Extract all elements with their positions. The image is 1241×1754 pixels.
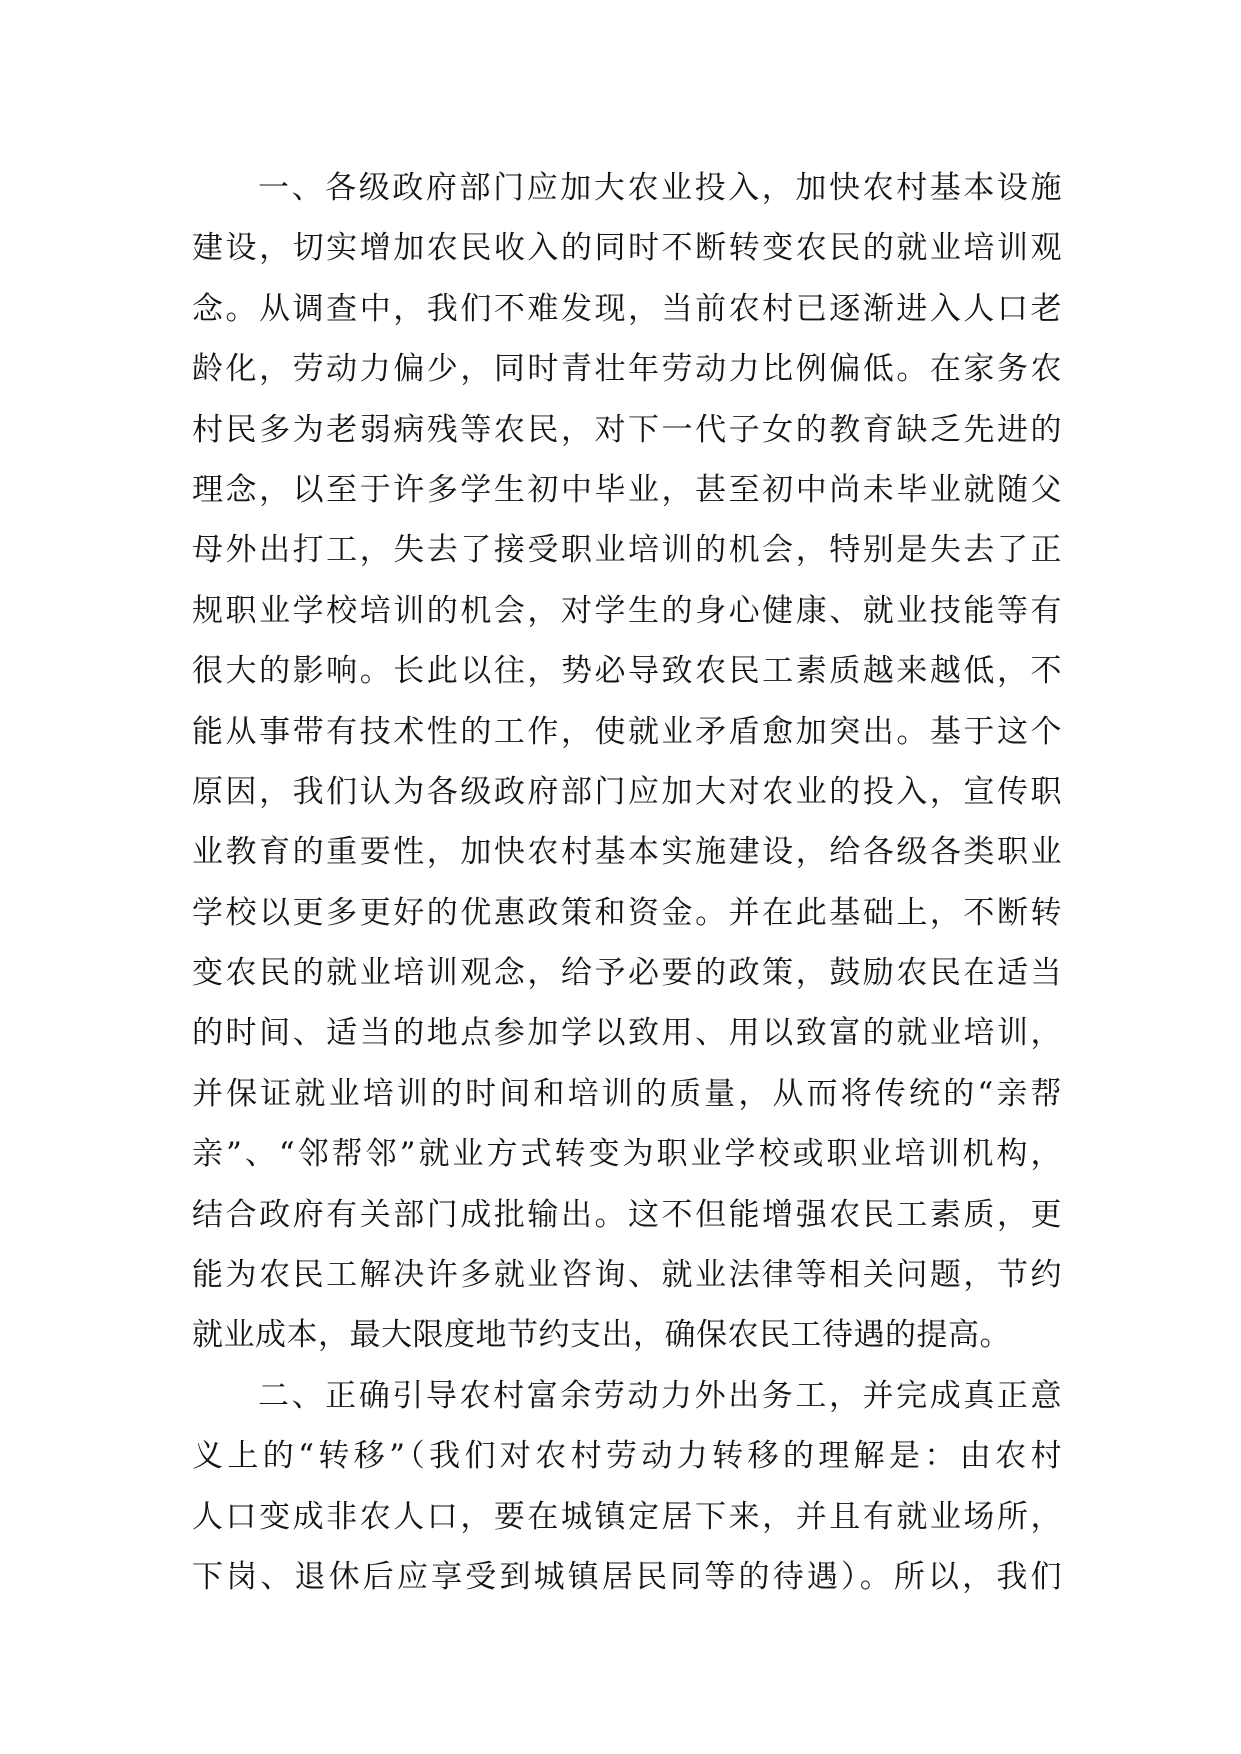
paragraph-1-line: 建设，切实增加农民收入的同时不断转变农民的就业培训观 <box>192 230 1062 267</box>
paragraph-1-line: 能从事带有技术性的工作，使就业矛盾愈加突出。基于这个 <box>192 713 1062 750</box>
paragraph-1-line: 就业成本，最大限度地节约支出，确保农民工待遇的提高。 <box>192 1317 1011 1354</box>
paragraph-1-line: 一、各级政府部门应加大农业投入，加快农村基本设施 <box>258 170 1062 206</box>
paragraph-1-line: 变农民的就业培训观念，给予必要的政策，鼓励农民在适当 <box>192 955 1062 992</box>
paragraph-2-line: 下岗、退休后应享受到城镇居民同等的待遇）。所以，我们 <box>192 1558 1062 1595</box>
paragraph-1-line: 业教育的重要性，加快农村基本实施建设，给各级各类职业 <box>192 834 1062 871</box>
paragraph-1-line: 规职业学校培训的机会，对学生的身心健康、就业技能等有 <box>192 592 1062 629</box>
paragraph-1-line: 能为农民工解决许多就业咨询、就业法律等相关问题，节约 <box>192 1257 1062 1294</box>
paragraph-1-line: 亲”、“邻帮邻”就业方式转变为职业学校或职业培训机构， <box>192 1136 1062 1173</box>
paragraph-1-line: 母外出打工，失去了接受职业培训的机会，特别是失去了正 <box>192 532 1062 569</box>
paragraph-1-line: 结合政府有关部门成批输出。这不但能增强农民工素质，更 <box>192 1196 1062 1233</box>
paragraph-1-line: 村民多为老弱病残等农民，对下一代子女的教育缺乏先进的 <box>192 411 1062 448</box>
paragraph-1-line: 龄化，劳动力偏少，同时青壮年劳动力比例偏低。在家务农 <box>192 351 1062 388</box>
paragraph-1-line: 原因，我们认为各级政府部门应加大对农业的投入，宣传职 <box>192 773 1062 810</box>
paragraph-1-line: 理念，以至于许多学生初中毕业，甚至初中尚未毕业就随父 <box>192 471 1062 508</box>
paragraph-2-line: 人口变成非农人口，要在城镇定居下来，并且有就业场所， <box>192 1498 1062 1535</box>
paragraph-1-line: 很大的影响。长此以往，势必导致农民工素质越来越低，不 <box>192 653 1062 690</box>
paragraph-1-line: 的时间、适当的地点参加学以致用、用以致富的就业培训， <box>192 1015 1062 1052</box>
paragraph-2-line: 二、正确引导农村富余劳动力外出务工，并完成真正意 <box>258 1377 1062 1414</box>
paragraph-1-line: 学校以更多更好的优惠政策和资金。并在此基础上，不断转 <box>192 894 1062 931</box>
paragraph-2-line: 义上的“转移”（我们对农村劳动力转移的理解是：由农村 <box>192 1438 1062 1475</box>
body-text <box>192 158 1062 1607</box>
paragraph-1-line: 并保证就业培训的时间和培训的质量，从而将传统的“亲帮 <box>192 1075 1062 1112</box>
paragraph-1-line: 念。从调查中，我们不难发现，当前农村已逐渐进入人口老 <box>192 290 1062 327</box>
